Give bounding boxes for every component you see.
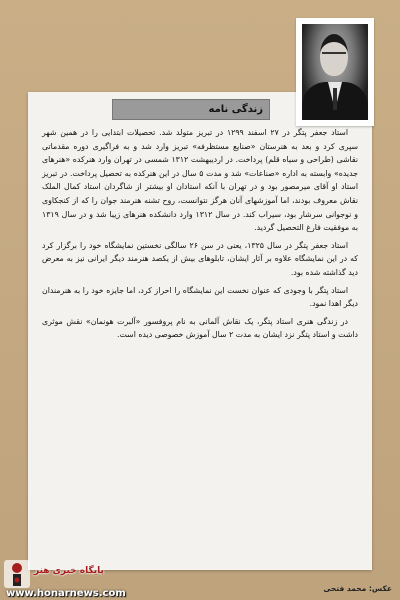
paragraph: استاد پتگر با وجودی که عنوان نخست این نمایشگاه را احراز کرد، اما جایزه خود را به هنرمندان دیگر اهدا نمود. [42, 285, 358, 309]
title-banner [112, 99, 270, 120]
paragraph: استاد جعفر پتگر در سال ۱۳۲۵، یعنی در سن ۲۶ سالگی نخستین نمایشگاه خود را برگزار کرد که در این نمایشگاه علاوه بر آثار ایشان، تابلوهای بیش از یکصد هنرمند دیگر ایرانی نیز به معرض دید گذاشته شده بود. [42, 240, 358, 277]
document-title: زندگی نامه [208, 104, 263, 115]
paragraph: استاد جعفر پتگر در ۲۷ اسفند ۱۲۹۹ در تبریز متولد شد. تحصیلات ابتدایی را در همین شهر سپری کرد و بعد به هنرستان «صنایع مستظرفه» تبریز وارد شد و به فراگیری دوره مقدماتی نقاشی (طراحی و سیاه قلم) پرداخت. در اردیبهشت ۱۳۱۲ شمسی در تهران وارد هنرکده «هنرهای جدیده» وابسته به اداره «صناعات» شد و مدت ۵ سال در این هنرکده به تحصیل پرداخت. در تبریز استاد او آقای میرمصور بود و در تهران با آنکه استادان او بیشتر از شاگردان استاد کمال الملک نقاش معروف بودند، اما آموزشهای آنان هرگز نتوانست، روح تشنه هنرمند جوان را که از کنجکاوی و نوجوانی سرشار بود، سیراب کند. در سال ۱۳۱۲ وارد دانشکده هنرهای زیبا شد و در سال ۱۳۱۹ به موفقیت فارغ التحصیل گردید. [42, 128, 359, 233]
photo-credit: عکس: محمد فتحی [323, 584, 392, 593]
watermark-url: www.honarnews.com [6, 588, 126, 599]
paragraph: در زندگی هنری استاد پتگر، یک نقاش آلمانی به نام پروفسور «آلبرت هونمان» نقش موثری داشت و استاد پتگر نزد ایشان به مدت ۲ سال آموزش خصوصی دیده است. [42, 316, 358, 340]
biography-text [42, 126, 358, 346]
watermark-brand: پایگاه خبری هنر [34, 566, 104, 576]
portrait-image [302, 24, 368, 120]
portrait-photo [296, 18, 374, 126]
honarnews-logo-icon [2, 556, 32, 592]
